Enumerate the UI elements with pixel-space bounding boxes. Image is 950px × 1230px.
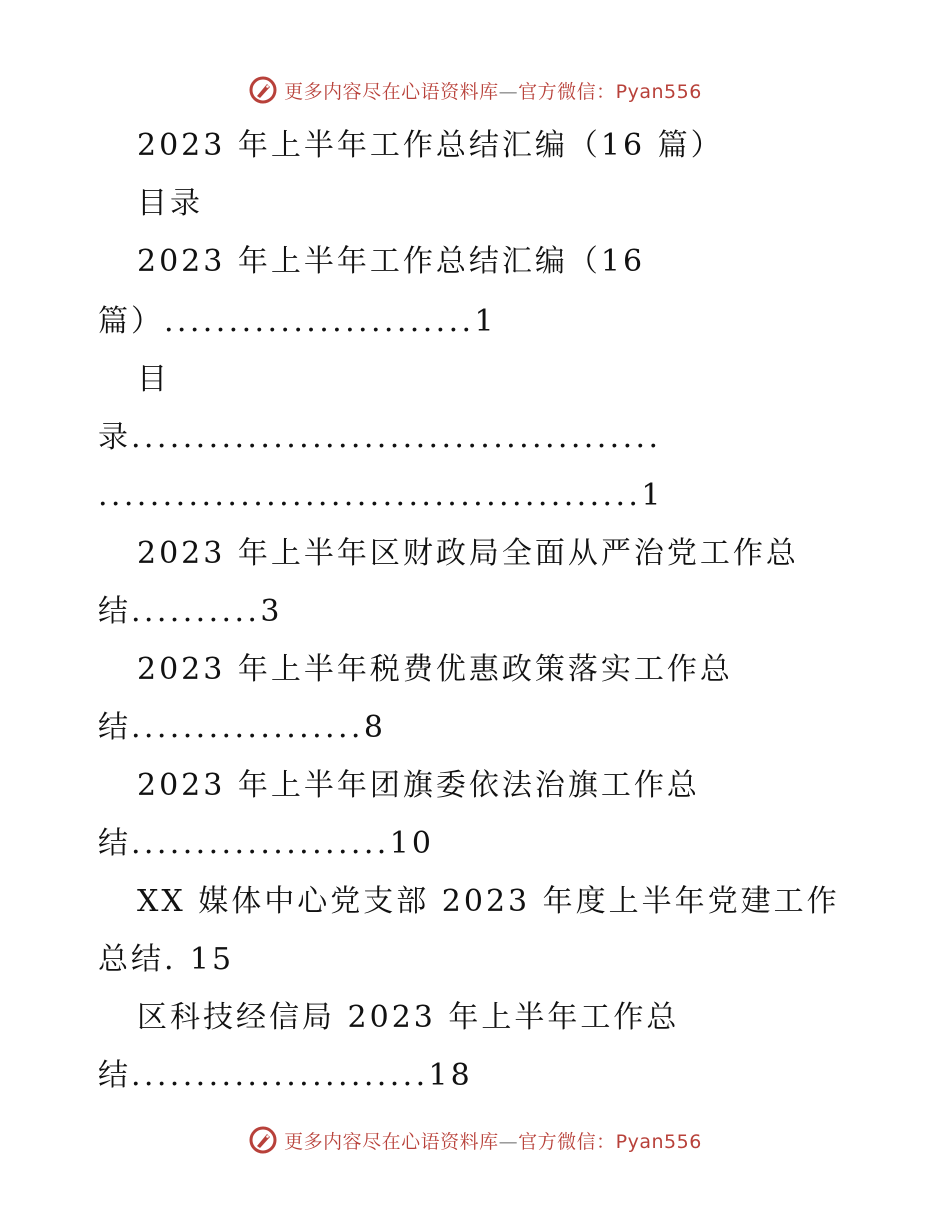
watermark-text: 更多内容尽在心语资料库—官方微信：Pyan556 bbox=[284, 1130, 702, 1153]
toc-entry-title[interactable]: 2023 年上半年区财政局全面从严治党工作总 bbox=[137, 536, 799, 571]
toc-page-number: 1 bbox=[474, 304, 497, 339]
pen-nib-logo-icon bbox=[248, 1125, 278, 1155]
toc-entry-title[interactable]: 2023 年上半年税费优惠政策落实工作总 bbox=[137, 652, 733, 687]
toc-page-number: 15 bbox=[189, 942, 235, 977]
toc-entry-leader[interactable]: 总结. 15 bbox=[98, 942, 235, 977]
document-title: 2023 年上半年工作总结汇编（16 篇） bbox=[137, 128, 724, 163]
toc-page-number: 1 bbox=[641, 478, 664, 513]
toc-entry-leader[interactable]: 录......................................... bbox=[98, 420, 662, 455]
toc-entry-leader[interactable]: 篇）........................1 bbox=[98, 304, 497, 339]
toc-entry-title[interactable]: 区科技经信局 2023 年上半年工作总 bbox=[137, 1000, 680, 1035]
toc-entry-leader[interactable]: 结.......................18 bbox=[98, 1058, 473, 1093]
footer-watermark bbox=[0, 1120, 950, 1160]
toc-entry-leader[interactable]: 结..................8 bbox=[98, 710, 386, 745]
toc-entry-title[interactable]: XX 媒体中心党支部 2023 年度上半年党建工作 bbox=[137, 884, 840, 919]
toc-entry-leader[interactable]: 结..........3 bbox=[98, 594, 283, 629]
pen-nib-logo-icon bbox=[248, 75, 278, 105]
toc-page-number: 18 bbox=[428, 1058, 473, 1093]
header-watermark bbox=[0, 70, 950, 110]
toc-entry-title[interactable]: 2023 年上半年团旗委依法治旗工作总 bbox=[137, 768, 700, 803]
toc-page-number: 8 bbox=[363, 710, 386, 745]
watermark-text: 更多内容尽在心语资料库—官方微信：Pyan556 bbox=[284, 80, 702, 103]
toc-entry-title[interactable]: 目 bbox=[137, 362, 170, 397]
toc-entry-title[interactable]: 2023 年上半年工作总结汇编（16 bbox=[137, 244, 646, 279]
toc-entry-leader-continued[interactable]: ..........................................1 bbox=[98, 478, 664, 513]
toc-heading: 目录 bbox=[137, 186, 203, 221]
toc-page-number: 10 bbox=[389, 826, 434, 861]
toc-page-number: 3 bbox=[260, 594, 283, 629]
toc-entry-leader[interactable]: 结....................10 bbox=[98, 826, 434, 861]
